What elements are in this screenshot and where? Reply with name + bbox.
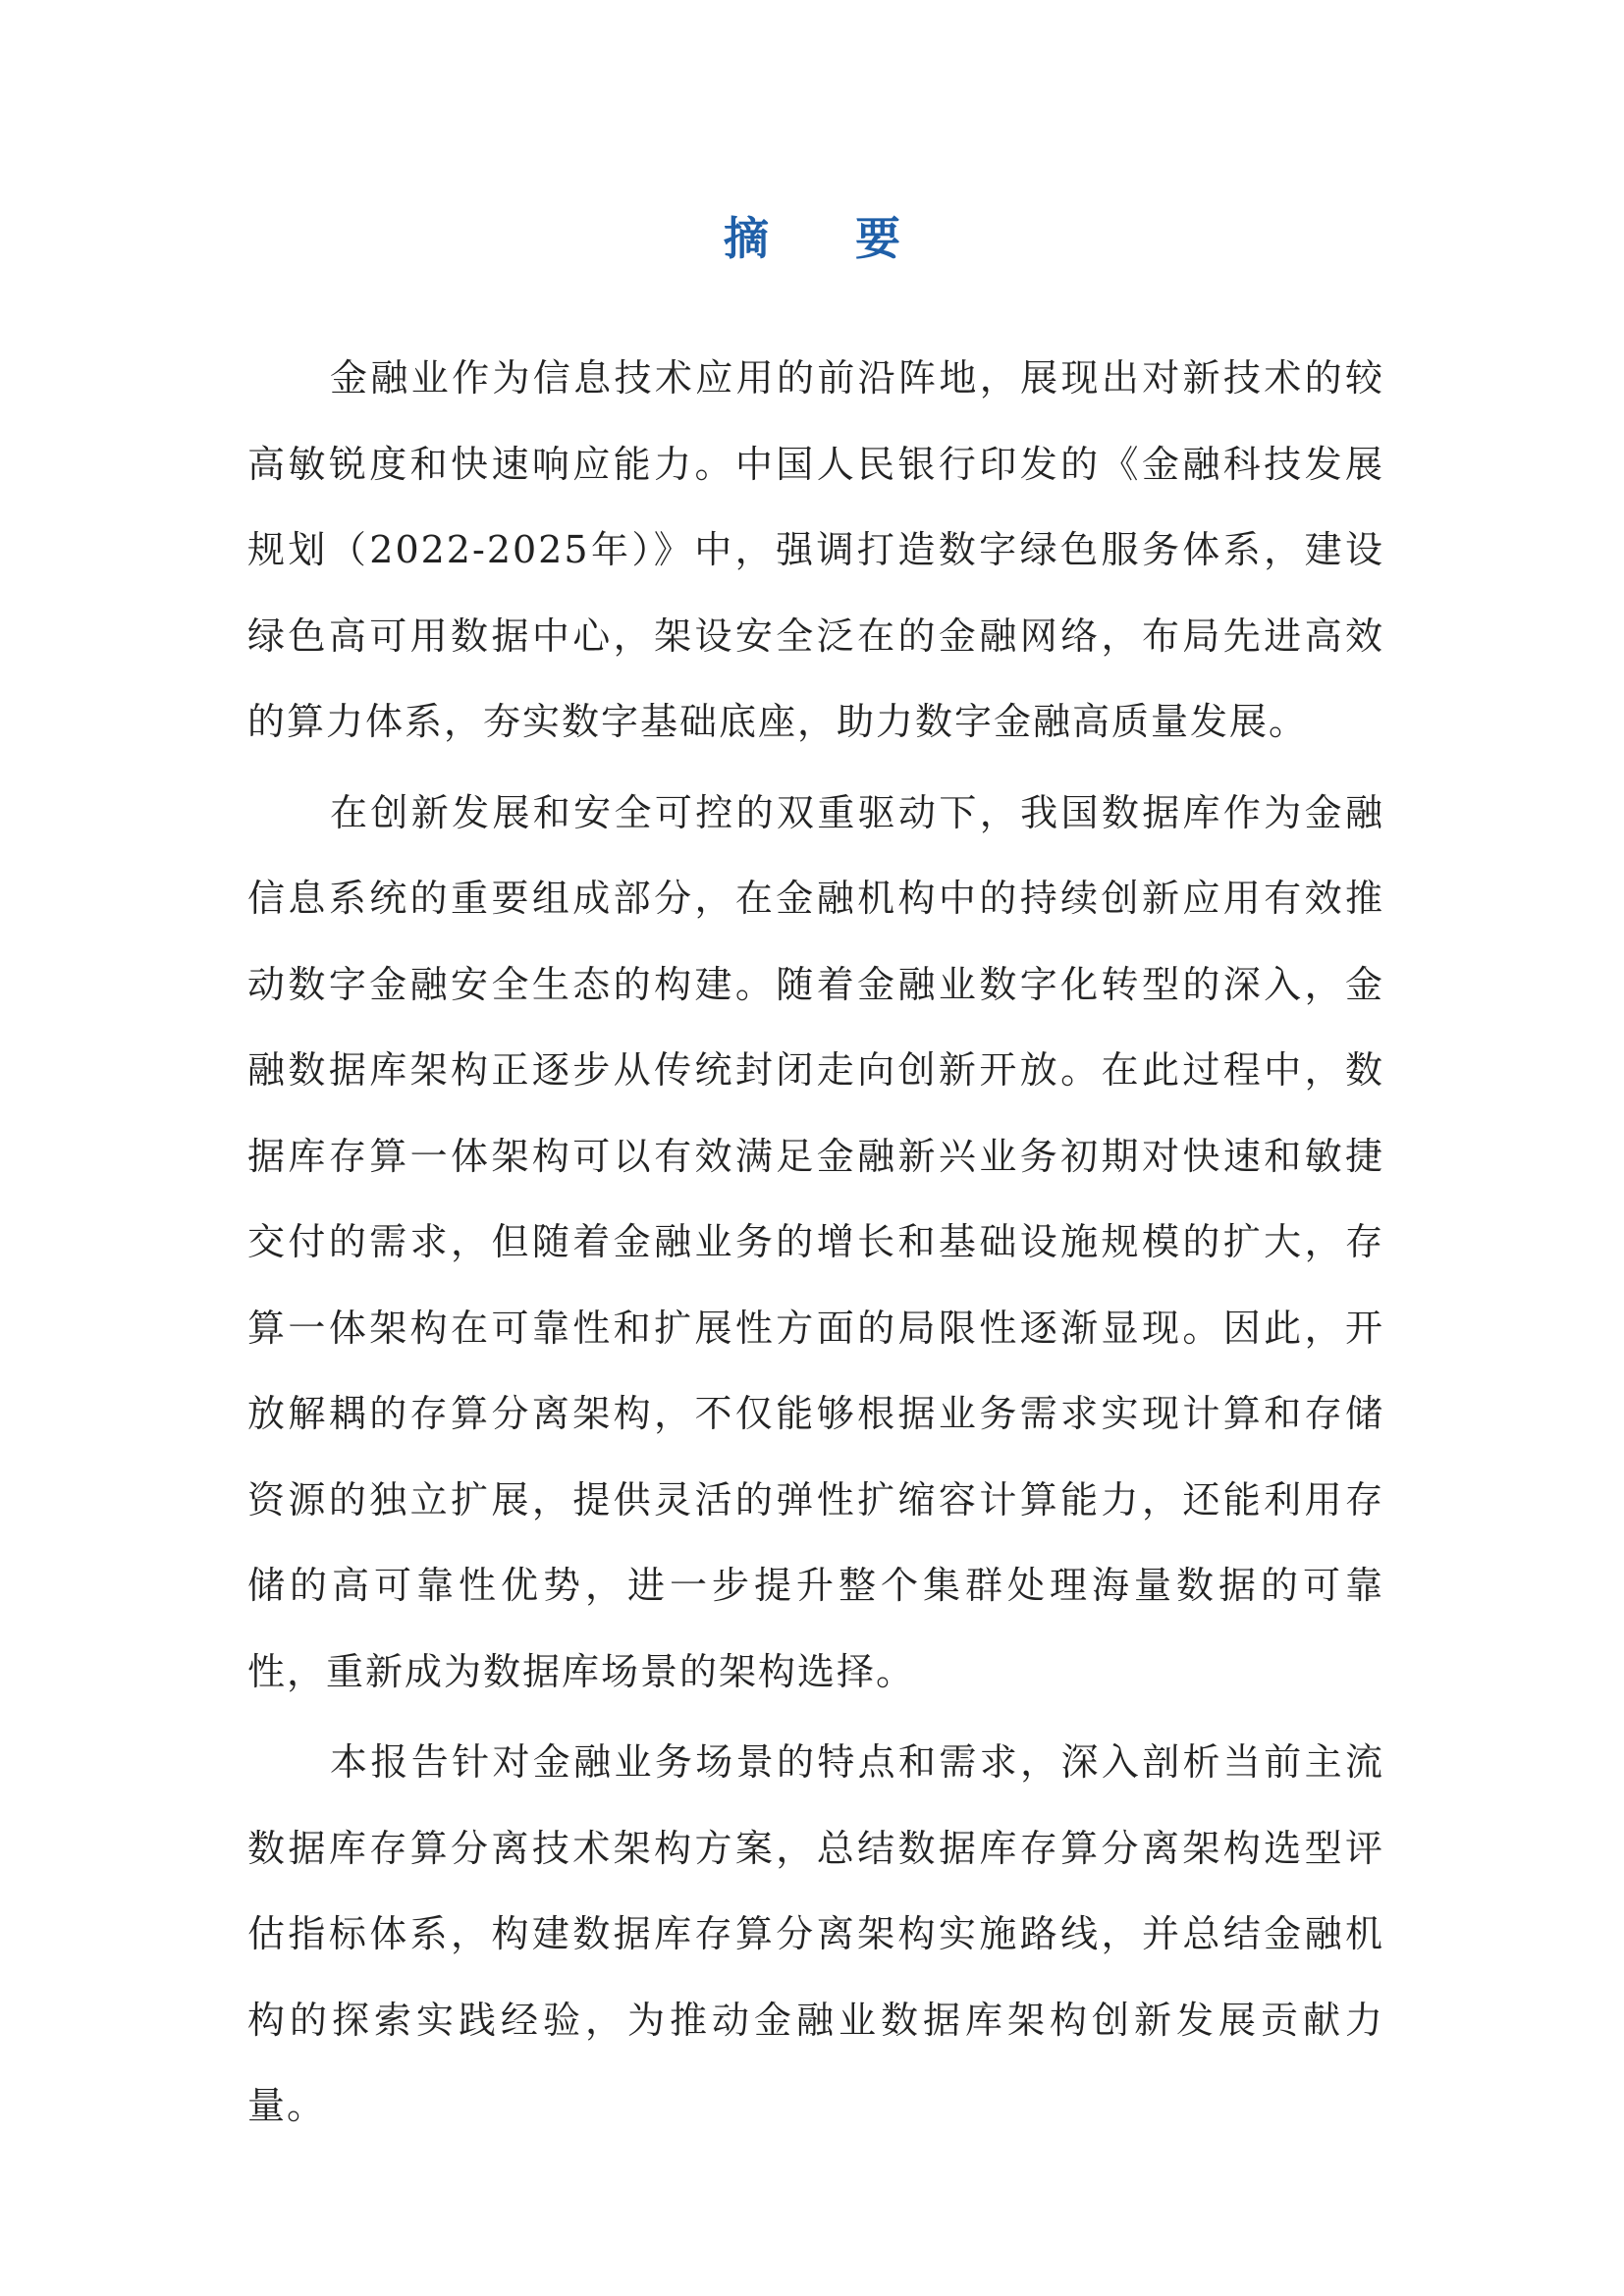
paragraph-3: 本报告针对金融业务场景的特点和需求，深入剖析当前主流数据库存算分离技术架构方案，总结数据库存算分离架构选型评估指标体系，构建数据库存算分离架构实施路线，并总结金融机构的探索实践经验，为推动金融业数据库架构创新发展贡献力量。: [247, 1740, 1384, 2127]
paragraph-1: 金融业作为信息技术应用的前沿阵地，展现出对新技术的较高敏锐度和快速响应能力。中国人民银行印发的《金融科技发展规划（2022-2025年）》中，强调打造数字绿色服务体系，建设绿色高可用数据中心，架设安全泛在的金融网络，布局先进高效的算力体系，夯实数字基础底座，助力数字金融高质量发展。: [247, 356, 1384, 743]
abstract-body: [247, 336, 1384, 2155]
paragraph-2: 在创新发展和安全可控的双重驱动下，我国数据库作为金融信息系统的重要组成部分，在金融机构中的持续创新应用有效推动数字金融安全生态的构建。随着金融业数字化转型的深入，金融数据库架构正逐步从传统封闭走向创新开放。在此过程中，数据库存算一体架构可以有效满足金融新兴业务初期对快速和敏捷交付的需求，但随着金融业务的增长和基础设施规模的扩大，存算一体架构在可靠性和扩展性方面的局限性逐渐显现。因此，开放解耦的存算分离架构，不仅能够根据业务需求实现计算和存储资源的独立扩展，提供灵活的弹性扩缩容计算能力，还能利用存储的高可靠性优势，进一步提升整个集群处理海量数据的可靠性，重新成为数据库场景的架构选择。: [247, 790, 1384, 1693]
page-title: 摘 要: [723, 212, 936, 265]
